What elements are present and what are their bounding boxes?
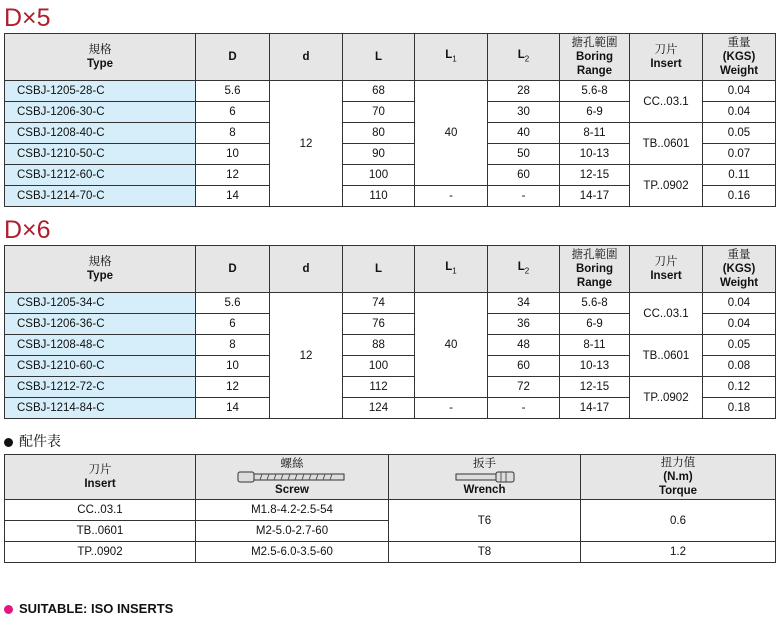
section-title-d6: D×6 [4,216,51,244]
table-row [5,335,776,356]
cell-type: CSBJ-1210-50-C [5,144,196,165]
screw-icon [237,471,347,483]
suitable-text: SUITABLE: ISO INSERTS [19,601,174,616]
cell-type: CSBJ-1214-70-C [5,186,196,207]
cell-weight: 0.08 [703,356,776,377]
cell-L2: 50 [488,144,560,165]
cell-weight: 0.04 [703,293,776,314]
section-title-d5: D×5 [4,4,51,32]
cell-type: CSBJ-1212-72-C [5,377,196,398]
header-d: d [270,34,343,81]
header-L1: $L_1$ [415,246,488,293]
header-boring-range: 搪孔範圍 Boring Range [560,34,630,81]
cell-D: 14 [196,398,270,419]
cell-range: 6-9 [560,314,630,335]
cell-L2: 72 [488,377,560,398]
cell-weight: 0.04 [703,102,776,123]
cell-D: 14 [196,186,270,207]
table-row [5,542,776,563]
suitable-note [4,601,173,616]
cell-L: 90 [343,144,415,165]
cell-type: CSBJ-1206-36-C [5,314,196,335]
cell-L: 70 [343,102,415,123]
header-insert: 刀片 Insert [630,34,703,81]
cell-range: 10-13 [560,356,630,377]
cell-torque: 1.2 [581,542,776,563]
cell-screw: M1.8-4.2-2.5-54 [196,500,389,521]
header-L2: $L_2$ [488,34,560,81]
cell-L2: 48 [488,335,560,356]
cell-range: 6-9 [560,102,630,123]
bullet-icon [4,438,13,447]
header-D: D [196,34,270,81]
cell-range: 5.6-8 [560,81,630,102]
cell-screw: M2.5-6.0-3.5-60 [196,542,389,563]
accessories-title: 配件表 [19,433,61,449]
cell-L: 76 [343,314,415,335]
cell-L2: 30 [488,102,560,123]
cell-D: 8 [196,123,270,144]
header-acc-torque: 扭力值 (N.m) Torque [581,455,776,500]
cell-L2: - [488,398,560,419]
accessories-heading [4,431,61,451]
cell-D: 12 [196,165,270,186]
cell-range: 14-17 [560,398,630,419]
cell-insert-merged: TB..0601 [630,335,703,377]
cell-insert: CC..03.1 [5,500,196,521]
header-type: 規格 Type [5,34,196,81]
cell-L: 100 [343,356,415,377]
cell-range: 12-15 [560,165,630,186]
cell-screw: M2-5.0-2.7-60 [196,521,389,542]
cell-insert: TP..0902 [5,542,196,563]
header-D: D [196,246,270,293]
table-row [5,81,776,102]
cell-insert-merged: CC..03.1 [630,81,703,123]
bullet-pink-icon [4,605,13,614]
header-boring-range: 搪孔範圍 Boring Range [560,246,630,293]
cell-L2: 36 [488,314,560,335]
cell-torque-merged: 0.6 [581,500,776,542]
cell-type: CSBJ-1210-60-C [5,356,196,377]
cell-weight: 0.04 [703,81,776,102]
header-d: d [270,246,343,293]
cell-type: CSBJ-1208-40-C [5,123,196,144]
header-insert: 刀片 Insert [630,246,703,293]
cell-d-merged: 12 [270,81,343,207]
spec-table-d6 [4,245,776,419]
cell-insert: TB..0601 [5,521,196,542]
cell-D: 6 [196,314,270,335]
cell-d-merged: 12 [270,293,343,419]
header-L1: $L_1$ [415,34,488,81]
cell-weight: 0.05 [703,335,776,356]
cell-L: 80 [343,123,415,144]
cell-range: 10-13 [560,144,630,165]
cell-type: CSBJ-1212-60-C [5,165,196,186]
cell-D: 8 [196,335,270,356]
table-row [5,123,776,144]
cell-L: 110 [343,186,415,207]
cell-D: 10 [196,144,270,165]
cell-L1-merged: 40 [415,81,488,186]
cell-weight: 0.11 [703,165,776,186]
cell-L: 74 [343,293,415,314]
cell-weight: 0.07 [703,144,776,165]
header-acc-screw: 螺絲 Screw [196,455,389,500]
cell-D: 12 [196,377,270,398]
header-L2: $L_2$ [488,246,560,293]
header-L: L [343,246,415,293]
cell-insert-merged: CC..03.1 [630,293,703,335]
wrench-icon [455,471,515,483]
cell-range: 8-11 [560,335,630,356]
table-row [5,377,776,398]
cell-L: 68 [343,81,415,102]
cell-range: 5.6-8 [560,293,630,314]
cell-type: CSBJ-1205-28-C [5,81,196,102]
cell-L2: 60 [488,356,560,377]
cell-D: 5.6 [196,293,270,314]
cell-wrench: T8 [389,542,581,563]
cell-L1-merged: 40 [415,293,488,398]
cell-range: 12-15 [560,377,630,398]
cell-weight: 0.05 [703,123,776,144]
cell-weight: 0.18 [703,398,776,419]
accessories-table [4,454,776,563]
cell-L1: - [415,186,488,207]
table-row [5,500,776,521]
cell-L2: 34 [488,293,560,314]
header-weight: 重量 (KGS) Weight [703,34,776,81]
cell-D: 6 [196,102,270,123]
cell-wrench-merged: T6 [389,500,581,542]
cell-weight: 0.16 [703,186,776,207]
cell-insert-merged: TP..0902 [630,165,703,207]
cell-L: 124 [343,398,415,419]
cell-insert-merged: TB..0601 [630,123,703,165]
cell-L: 88 [343,335,415,356]
cell-L: 100 [343,165,415,186]
cell-D: 10 [196,356,270,377]
cell-L2: - [488,186,560,207]
cell-L1: - [415,398,488,419]
cell-range: 14-17 [560,186,630,207]
cell-type: CSBJ-1214-84-C [5,398,196,419]
cell-type: CSBJ-1208-48-C [5,335,196,356]
cell-L2: 40 [488,123,560,144]
cell-range: 8-11 [560,123,630,144]
cell-insert-merged: TP..0902 [630,377,703,419]
cell-type: CSBJ-1206-30-C [5,102,196,123]
table-row [5,293,776,314]
cell-type: CSBJ-1205-34-C [5,293,196,314]
cell-D: 5.6 [196,81,270,102]
header-acc-insert: 刀片 Insert [5,455,196,500]
header-L: L [343,34,415,81]
spec-table-d5 [4,33,776,207]
cell-L2: 60 [488,165,560,186]
cell-weight: 0.04 [703,314,776,335]
cell-L2: 28 [488,81,560,102]
cell-weight: 0.12 [703,377,776,398]
header-type: 規格 Type [5,246,196,293]
header-acc-wrench: 扳手 Wrench [389,455,581,500]
table-row [5,165,776,186]
header-weight: 重量 (KGS) Weight [703,246,776,293]
cell-L: 112 [343,377,415,398]
